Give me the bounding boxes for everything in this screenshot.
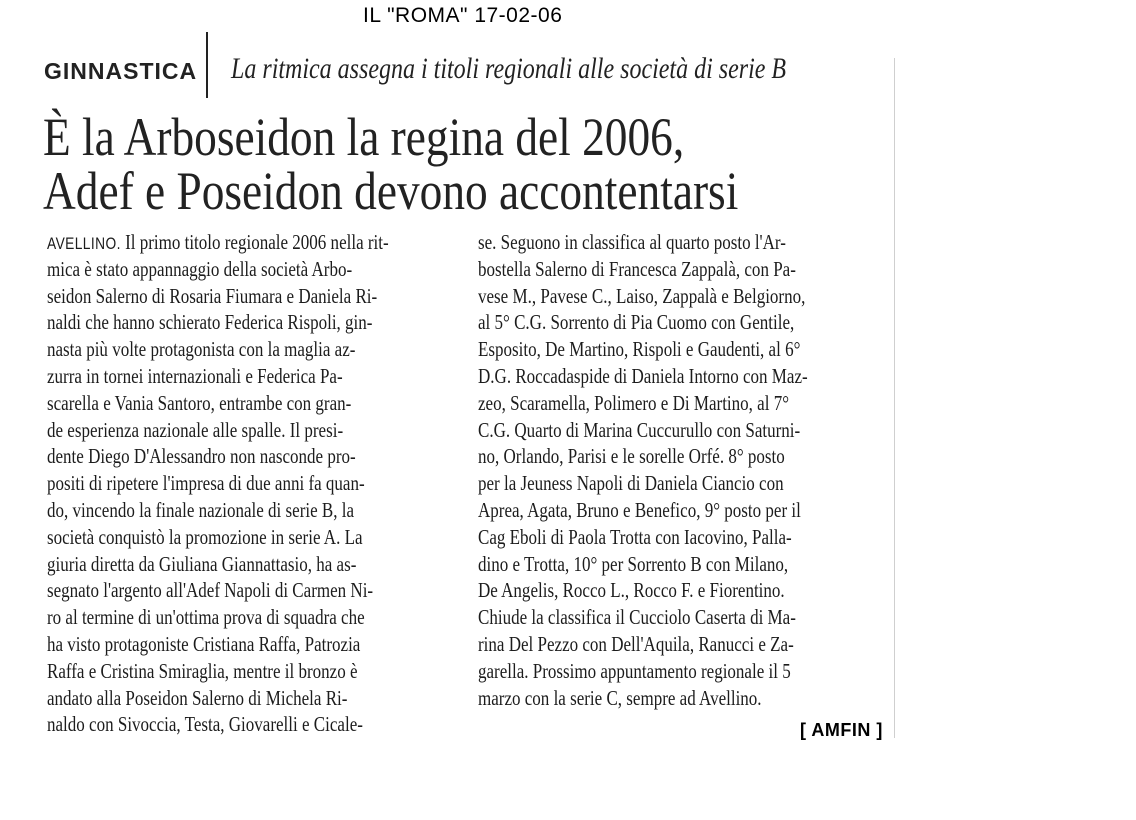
kicker: La ritmica assegna i titoli regionali alle società di serie B — [231, 52, 787, 85]
article-line: seidon Salerno di Rosaria Fiumara e Daniela Ri- — [47, 283, 378, 308]
article-line: ha visto protagoniste Cristiana Raffa, Patrozia — [47, 631, 361, 656]
article-line: garella. Prossimo appuntamento regionale il 5 — [478, 658, 791, 683]
article-line: zurra in tornei internazionali e Federica Pa- — [47, 363, 343, 388]
article-line: dino e Trotta, 10° per Sorrento B con Milano, — [478, 551, 789, 576]
section-rubric: GINNASTICA — [44, 58, 198, 84]
article-line: de esperienza nazionale alle spalle. Il presi- — [47, 417, 344, 442]
article-dateline: AVELLINO. — [47, 234, 121, 253]
article-line: al 5° C.G. Sorrento di Pia Cuomo con Gentile, — [478, 310, 795, 335]
article-line: Cag Eboli di Paola Trotta con Iacovino, Palla- — [478, 524, 792, 549]
article-line: nasta più volte protagonista con la maglia az- — [47, 337, 356, 362]
rubric-divider — [206, 32, 208, 98]
article-line: no, Orlando, Parisi e le sorelle Orfé. 8° posto — [478, 444, 785, 469]
article-line: C.G. Quarto di Marina Cuccurullo con Saturni- — [478, 417, 801, 442]
article-line: dente Diego D'Alessandro non nasconde pro- — [47, 444, 356, 469]
article-line: andato alla Poseidon Salerno di Michela Ri- — [47, 685, 348, 710]
article-line: zeo, Scaramella, Polimero e Di Martino, al 7° — [478, 390, 790, 415]
article-line: vese M., Pavese C., Laiso, Zappalà e Belgiorno, — [478, 283, 806, 308]
headline-line-1: È la Arboseidon la regina del 2006, — [43, 107, 685, 167]
article-line: scarella e Vania Santoro, entrambe con gran- — [47, 390, 352, 415]
column-rule — [894, 58, 895, 738]
article-line: marzo con la serie C, sempre ad Avellino. — [478, 685, 762, 710]
article-line: se. Seguono in classifica al quarto posto l'Ar- — [478, 230, 786, 254]
article-column-right — [478, 229, 885, 711]
article-line: naldi che hanno schierato Federica Rispoli, gin- — [47, 310, 373, 335]
article-line: giuria diretta da Giuliana Giannattasio, ha as- — [47, 551, 357, 576]
article-line — [47, 229, 389, 256]
article-column-left — [47, 229, 469, 738]
article-line: bostella Salerno di Francesca Zappalà, con Pa- — [478, 256, 796, 281]
article-line: positi di ripetere l'impresa di due anni fa quan- — [47, 471, 365, 496]
article-line: ro al termine di un'ottima prova di squadra che — [47, 605, 365, 630]
article-line: Aprea, Agata, Bruno e Benefico, 9° posto per il — [478, 497, 801, 522]
article-line: do, vincendo la finale nazionale di serie B, la — [47, 497, 355, 522]
article-line: Esposito, De Martino, Rispoli e Gaudenti, al 6° — [478, 337, 801, 362]
author-signature: [ AMFIN ] — [800, 720, 883, 740]
source-label: IL "ROMA" 17-02-06 — [363, 4, 563, 27]
article-line: De Angelis, Rocco L., Rocco F. e Fiorentino. — [478, 578, 785, 603]
article-line: mica è stato appannaggio della società Arbo- — [47, 256, 353, 281]
article-line: società conquistò la promozione in serie A. La — [47, 524, 363, 549]
article-line: segnato l'argento all'Adef Napoli di Carmen Ni- — [47, 578, 374, 603]
headline-line-2: Adef e Poseidon devono accontentarsi — [43, 161, 739, 221]
article-line: per la Jeuness Napoli di Daniela Ciancio con — [478, 471, 784, 496]
article-text: Il primo titolo regionale 2006 nella rit- — [120, 230, 389, 254]
article-line: Raffa e Cristina Smiraglia, mentre il bronzo è — [47, 658, 358, 683]
article-line: D.G. Roccadaspide di Daniela Intorno con Maz- — [478, 363, 808, 388]
article-line: rina Del Pezzo con Dell'Aquila, Ranucci e Za- — [478, 631, 794, 656]
article-line: Chiude la classifica il Cucciolo Caserta di Ma- — [478, 605, 796, 630]
article-line: naldo con Sivoccia, Testa, Giovarelli e Cicale- — [47, 712, 363, 737]
section-header — [44, 44, 894, 104]
